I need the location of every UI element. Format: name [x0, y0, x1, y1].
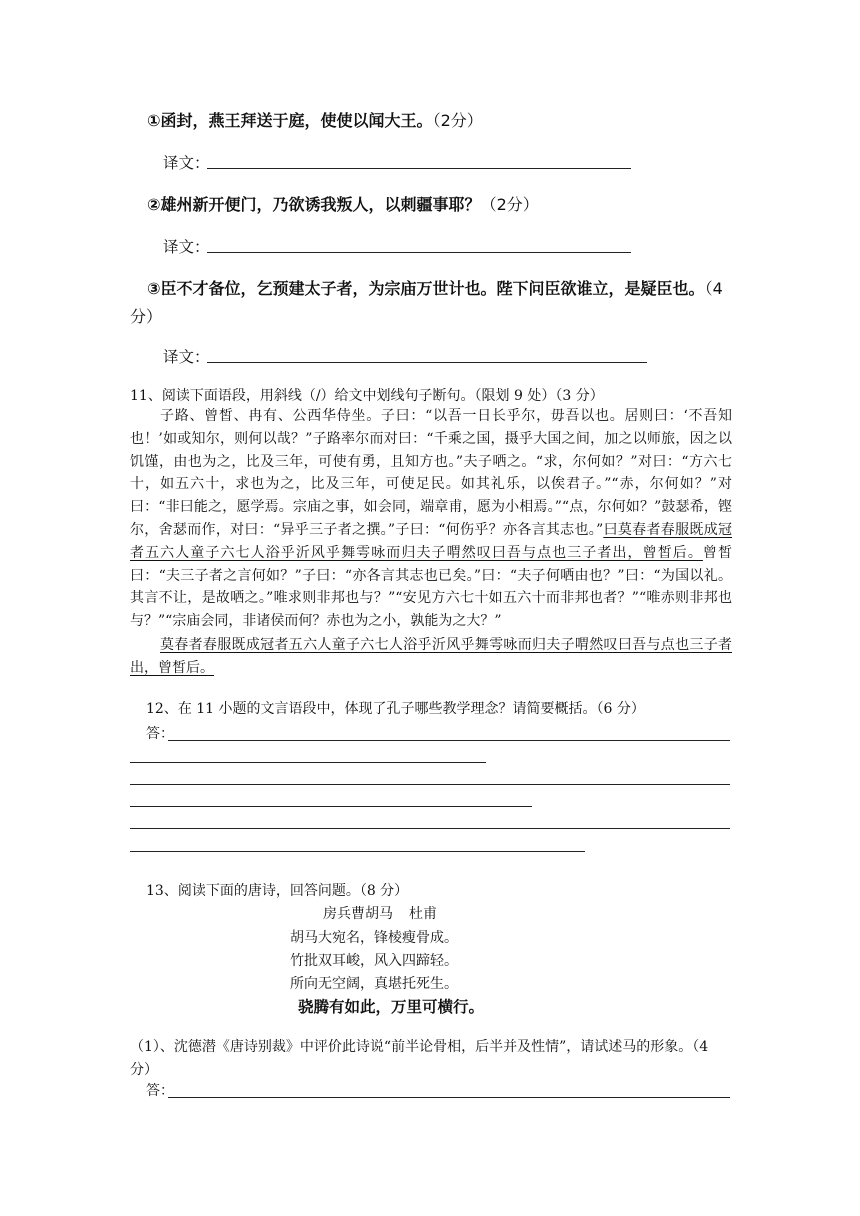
q10-item-2 [147, 192, 539, 215]
poem-title: 房兵曹胡马 [323, 906, 393, 922]
q10-item-2-translation-label: 译文： [163, 238, 210, 256]
q12-answer-line-6[interactable] [130, 851, 585, 852]
q10-item-1-answer-line[interactable] [207, 168, 631, 169]
q13-answer-label: 答： [146, 1083, 174, 1099]
q12-answer-label: 答： [146, 726, 174, 742]
q13-prompt: 13、阅读下面的唐诗，回答问题。（8 分） [146, 883, 409, 899]
poem-title-line [323, 903, 437, 923]
poem-line-3: 所向无空阔，真堪托死生。 [290, 976, 458, 992]
q10-item-1-points: （2分） [432, 111, 483, 130]
q12-answer-line-4[interactable] [130, 806, 532, 807]
poem-line-1: 胡马大宛名，锋棱瘦骨成。 [290, 930, 458, 946]
q10-item-2-text: ②雄州新开便门，乃欲诱我叛人，以刺疆事耶？ [147, 195, 481, 214]
poem-author: 杜甫 [409, 906, 437, 922]
q11-repeat-sentence: 莫春者春服既成冠者五六人童子六七人浴乎沂风乎舞雩咏而归夫子喟然叹曰吾与点也三子者出，曾皙后。 [130, 636, 732, 676]
q11-prompt: 11、阅读下面语段，用斜线（/）给文中划线句子断句。（限划 9 处）（3 分） [130, 388, 604, 404]
q10-item-2-answer-line[interactable] [207, 252, 631, 253]
q11-passage-part2: 曾皙曰：“夫三子者之言何如？”子曰：“亦各言其志也已矣。”曰：“夫子何哂由也？”曰：“为国以礼。其言不让，是故哂之。”唯求则非邦也与？”“安见方六七十如五六十而非邦也者？”“唯赤则非邦也与？”“宗庙会同，非诸侯而何？赤也为之小，孰能为之大？” [130, 544, 732, 630]
q10-item-1-text: ①函封，燕王拜送于庭，使使以闻大王。 [147, 111, 433, 130]
q12-answer-line-2[interactable] [130, 762, 486, 763]
q10-item-3 [147, 276, 723, 299]
q11-passage-part1: 子路、曾皙、冉有、公西华侍坐。子曰：“以吾一日长乎尔，毋吾以也。居则曰：‘不吾知也！’如或知尔，则何以哉？”子路率尔而对曰：“千乘之国，摄乎大国之间，加之以师旅，因之以饥馑，由也为之，比及三年，可使有勇，且知方也。”夫子哂之。“求，尔何如？”对曰：“方六七十，如五六十，求也为之，比及三年，可使足民。如其礼乐，以俟君子。”“赤，尔何如？”对曰：“非曰能之，愿学焉。宗庙之事，如会同，端章甫，愿为小相焉。”“点，尔何如？”鼓瑟希，铿尔，舍瑟而作，对曰：“异乎三子者之撰。”子曰：“何伤乎？亦各言其志也。” [130, 408, 732, 538]
q10-item-3-answer-line[interactable] [207, 362, 647, 363]
q10-item-2-points: （2分） [480, 195, 539, 214]
q10-item-3-text: ③臣不才备位，乞预建太子者，为宗庙万世计也。陛下问臣欲谁立，是疑臣也。 [147, 279, 705, 298]
q12-answer-line-1[interactable] [168, 740, 730, 741]
q10-item-3-points: （4 [704, 279, 723, 298]
poem-line-4: 骁腾有如此，万里可横行。 [298, 998, 485, 1016]
q10-item-3-points-cont: 分） [130, 307, 163, 326]
q13-answer-line-1[interactable] [168, 1097, 730, 1098]
q10-item-1-translation-label: 译文： [163, 154, 210, 172]
q10-item-1 [147, 108, 483, 131]
q12-answer-line-5[interactable] [130, 828, 730, 829]
q12-prompt: 12、在 11 小题的文言语段中，体现了孔子哪些教学理念？请简要概括。（6 分） [146, 701, 645, 717]
q13-sub1-prompt: （1）、沈德潜《唐诗别裁》中评价此诗说“前半论骨相，后半并及性情”，请试述马的形象。（4 分） [130, 1039, 709, 1078]
q11-passage-underlined: 曰莫春者春服既成冠者五六人童子六七人浴乎沂风乎舞雩咏而归夫子喟然叹曰吾与点也三子者出，曾皙后。 [130, 521, 732, 561]
q12-answer-line-3[interactable] [130, 784, 730, 785]
poem-line-2: 竹批双耳峻，风入四蹄轻。 [290, 953, 458, 969]
q11-passage [130, 405, 732, 680]
q10-item-3-translation-label: 译文： [163, 348, 210, 366]
